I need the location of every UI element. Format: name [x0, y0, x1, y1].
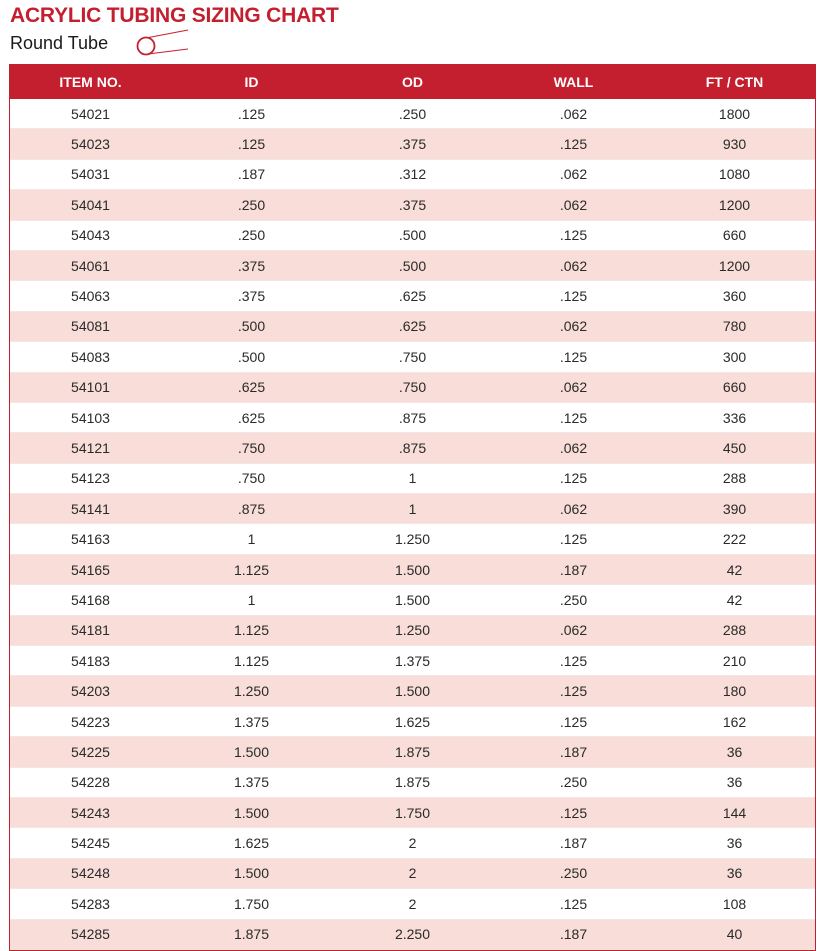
table-row [10, 858, 815, 888]
cell-wall: .125 [493, 129, 654, 159]
cell-od: .750 [332, 372, 493, 402]
table-row [10, 919, 815, 949]
cell-id: 1.375 [171, 706, 332, 736]
cell-ft-per-ctn: 1200 [654, 190, 815, 220]
cell-wall: .125 [493, 646, 654, 676]
table-body [10, 99, 815, 949]
table-row [10, 342, 815, 372]
section-subtitle: Round Tube [10, 33, 109, 53]
cell-item-no: 54163 [10, 524, 171, 554]
table-row [10, 129, 815, 159]
cell-od: 1.625 [332, 706, 493, 736]
table-row [10, 372, 815, 402]
column-header-od: OD [402, 73, 423, 90]
cell-ft-per-ctn: 40 [654, 919, 815, 949]
cell-wall: .062 [493, 190, 654, 220]
cell-ft-per-ctn: 780 [654, 311, 815, 341]
cell-id: .125 [171, 99, 332, 129]
column-header-id: ID [244, 73, 259, 90]
cell-wall: .062 [493, 615, 654, 645]
table-row [10, 220, 815, 250]
cell-od: 1.750 [332, 797, 493, 827]
table-row [10, 585, 815, 615]
cell-wall: .250 [493, 858, 654, 888]
cell-od: 2 [332, 889, 493, 919]
cell-od: 1.375 [332, 646, 493, 676]
cell-ft-per-ctn: 42 [654, 554, 815, 584]
cell-item-no: 54225 [10, 737, 171, 767]
cell-ft-per-ctn: 210 [654, 646, 815, 676]
cell-od: 1.500 [332, 554, 493, 584]
cell-id: .375 [171, 281, 332, 311]
table-row [10, 706, 815, 736]
cell-item-no: 54141 [10, 494, 171, 524]
cell-id: 1.750 [171, 889, 332, 919]
column-header-item-no: ITEM NO. [59, 73, 122, 90]
cell-id: .625 [171, 402, 332, 432]
cell-od: .312 [332, 159, 493, 189]
cell-item-no: 54168 [10, 585, 171, 615]
cell-wall: .125 [493, 524, 654, 554]
cell-od: 1.250 [332, 615, 493, 645]
table-row [10, 190, 815, 220]
cell-id: 1.875 [171, 919, 332, 949]
cell-od: .250 [332, 99, 493, 129]
table-row [10, 524, 815, 554]
table-row [10, 402, 815, 432]
cell-ft-per-ctn: 360 [654, 281, 815, 311]
cell-od: 1.250 [332, 524, 493, 554]
cell-ft-per-ctn: 108 [654, 889, 815, 919]
cell-id: .875 [171, 494, 332, 524]
cell-od: 1 [332, 494, 493, 524]
cell-item-no: 54228 [10, 767, 171, 797]
table-row [10, 281, 815, 311]
cell-wall: .125 [493, 220, 654, 250]
cell-id: 1 [171, 524, 332, 554]
cell-ft-per-ctn: 336 [654, 402, 815, 432]
round-tube-icon [130, 28, 190, 64]
column-header-wall: WALL [553, 73, 594, 90]
page-title: ACRYLIC TUBING SIZING CHART [10, 4, 339, 27]
cell-item-no: 54021 [10, 99, 171, 129]
cell-id: 1.500 [171, 737, 332, 767]
cell-ft-per-ctn: 1080 [654, 159, 815, 189]
cell-id: .250 [171, 190, 332, 220]
table-row [10, 889, 815, 919]
cell-item-no: 54041 [10, 190, 171, 220]
cell-wall: .250 [493, 767, 654, 797]
cell-id: 1.125 [171, 554, 332, 584]
cell-item-no: 54123 [10, 463, 171, 493]
table-row [10, 646, 815, 676]
cell-ft-per-ctn: 222 [654, 524, 815, 554]
cell-wall: .125 [493, 676, 654, 706]
cell-od: .625 [332, 281, 493, 311]
cell-item-no: 54183 [10, 646, 171, 676]
cell-item-no: 54061 [10, 250, 171, 280]
cell-id: 1 [171, 585, 332, 615]
cell-wall: .062 [493, 433, 654, 463]
cell-item-no: 54203 [10, 676, 171, 706]
cell-ft-per-ctn: 180 [654, 676, 815, 706]
table-row [10, 615, 815, 645]
table-row [10, 311, 815, 341]
cell-od: 1.875 [332, 767, 493, 797]
table-row [10, 433, 815, 463]
cell-wall: .062 [493, 494, 654, 524]
table-header-row [10, 64, 815, 99]
cell-ft-per-ctn: 42 [654, 585, 815, 615]
cell-item-no: 54031 [10, 159, 171, 189]
cell-od: .500 [332, 220, 493, 250]
cell-item-no: 54243 [10, 797, 171, 827]
cell-wall: .187 [493, 919, 654, 949]
cell-wall: .062 [493, 99, 654, 129]
cell-wall: .062 [493, 311, 654, 341]
cell-od: 1.500 [332, 676, 493, 706]
cell-id: .500 [171, 342, 332, 372]
cell-od: .750 [332, 342, 493, 372]
cell-ft-per-ctn: 144 [654, 797, 815, 827]
cell-id: 1.250 [171, 676, 332, 706]
cell-id: 1.500 [171, 797, 332, 827]
column-header-ft-per-ctn: FT / CTN [705, 73, 764, 90]
cell-id: 1.125 [171, 615, 332, 645]
table-row [10, 797, 815, 827]
cell-id: .750 [171, 433, 332, 463]
cell-ft-per-ctn: 1800 [654, 99, 815, 129]
table-row [10, 463, 815, 493]
cell-item-no: 54023 [10, 129, 171, 159]
cell-item-no: 54248 [10, 858, 171, 888]
cell-ft-per-ctn: 36 [654, 858, 815, 888]
table-row [10, 737, 815, 767]
cell-id: .187 [171, 159, 332, 189]
cell-item-no: 54083 [10, 342, 171, 372]
cell-id: .375 [171, 250, 332, 280]
cell-item-no: 54245 [10, 828, 171, 858]
cell-ft-per-ctn: 36 [654, 767, 815, 797]
cell-item-no: 54223 [10, 706, 171, 736]
cell-ft-per-ctn: 660 [654, 220, 815, 250]
cell-wall: .125 [493, 706, 654, 736]
cell-ft-per-ctn: 660 [654, 372, 815, 402]
cell-od: 2 [332, 858, 493, 888]
cell-item-no: 54165 [10, 554, 171, 584]
cell-item-no: 54103 [10, 402, 171, 432]
cell-od: .375 [332, 190, 493, 220]
cell-id: .750 [171, 463, 332, 493]
cell-wall: .125 [493, 463, 654, 493]
cell-wall: .062 [493, 372, 654, 402]
cell-id: .500 [171, 311, 332, 341]
cell-item-no: 54063 [10, 281, 171, 311]
cell-ft-per-ctn: 36 [654, 828, 815, 858]
cell-ft-per-ctn: 162 [654, 706, 815, 736]
cell-ft-per-ctn: 390 [654, 494, 815, 524]
cell-id: 1.500 [171, 858, 332, 888]
cell-item-no: 54121 [10, 433, 171, 463]
cell-id: .625 [171, 372, 332, 402]
cell-wall: .125 [493, 797, 654, 827]
cell-wall: .062 [493, 250, 654, 280]
cell-id: 1.125 [171, 646, 332, 676]
cell-ft-per-ctn: 450 [654, 433, 815, 463]
cell-od: 1.500 [332, 585, 493, 615]
cell-ft-per-ctn: 36 [654, 737, 815, 767]
cell-od: 1.875 [332, 737, 493, 767]
cell-item-no: 54081 [10, 311, 171, 341]
sizing-table [9, 64, 816, 951]
cell-wall: .062 [493, 159, 654, 189]
cell-item-no: 54101 [10, 372, 171, 402]
table-row [10, 494, 815, 524]
cell-id: .125 [171, 129, 332, 159]
cell-id: 1.625 [171, 828, 332, 858]
cell-od: .875 [332, 433, 493, 463]
table-row [10, 767, 815, 797]
cell-ft-per-ctn: 1200 [654, 250, 815, 280]
cell-item-no: 54285 [10, 919, 171, 949]
cell-wall: .187 [493, 554, 654, 584]
cell-ft-per-ctn: 288 [654, 463, 815, 493]
table-row [10, 250, 815, 280]
table-row [10, 159, 815, 189]
cell-od: 1 [332, 463, 493, 493]
cell-wall: .250 [493, 585, 654, 615]
cell-od: .625 [332, 311, 493, 341]
cell-ft-per-ctn: 300 [654, 342, 815, 372]
table-row [10, 828, 815, 858]
cell-wall: .125 [493, 402, 654, 432]
cell-wall: .187 [493, 737, 654, 767]
cell-id: 1.375 [171, 767, 332, 797]
cell-wall: .187 [493, 828, 654, 858]
cell-wall: .125 [493, 889, 654, 919]
cell-wall: .125 [493, 342, 654, 372]
table-row [10, 554, 815, 584]
cell-od: 2 [332, 828, 493, 858]
cell-ft-per-ctn: 930 [654, 129, 815, 159]
cell-od: 2.250 [332, 919, 493, 949]
cell-od: .375 [332, 129, 493, 159]
cell-od: .875 [332, 402, 493, 432]
cell-od: .500 [332, 250, 493, 280]
cell-item-no: 54181 [10, 615, 171, 645]
cell-wall: .125 [493, 281, 654, 311]
cell-ft-per-ctn: 288 [654, 615, 815, 645]
cell-id: .250 [171, 220, 332, 250]
table-row [10, 99, 815, 129]
cell-item-no: 54043 [10, 220, 171, 250]
table-row [10, 676, 815, 706]
cell-item-no: 54283 [10, 889, 171, 919]
